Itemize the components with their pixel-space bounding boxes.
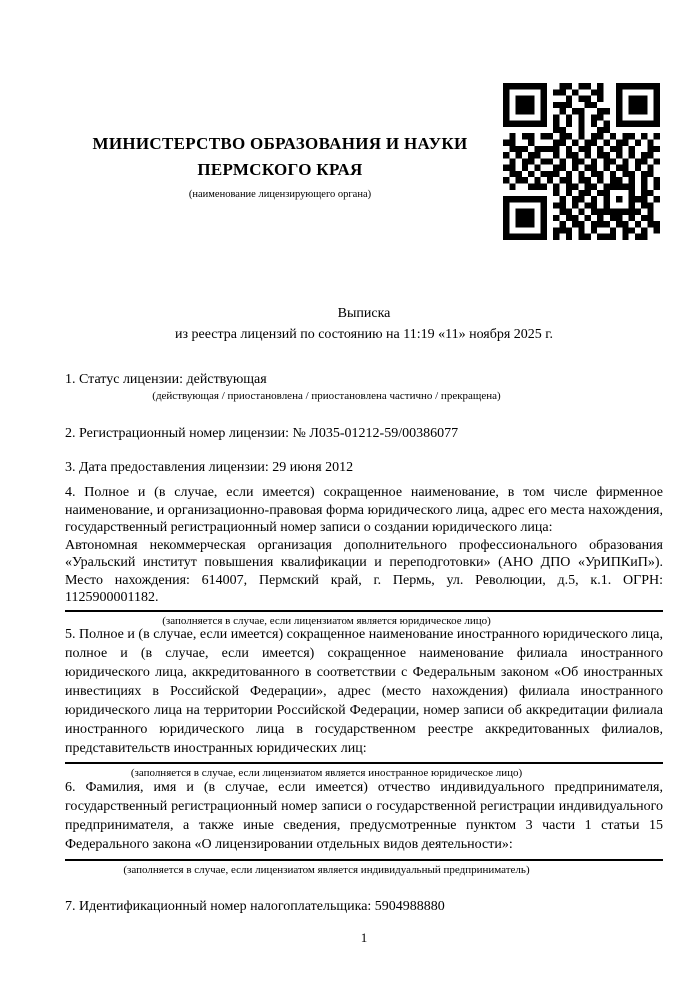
taxpayer-id-text: 7. Идентификационный номер налогоплательщика: 5904988880 bbox=[65, 899, 445, 914]
section-grant-date bbox=[65, 458, 663, 477]
fill-line bbox=[65, 859, 663, 861]
section-entrepreneur bbox=[65, 778, 663, 877]
ministry-name-line1: МИНИСТЕРСТВО ОБРАЗОВАНИЯ И НАУКИ bbox=[92, 134, 468, 153]
entrepreneur-label: 6. Фамилия, имя и (в случае, если имеется) отчество индивидуального предпринимателя, государственный регистрационный номер записи о государственной регистрации индивидуального предпринимателя, а также иные сведения, предусмотренные пунктом 3 части 1 статьи 15 Федерального закона «О лицензировании отдельных видов деятельности»: bbox=[65, 780, 663, 852]
licensing-authority-caption: (наименование лицензирующего органа) bbox=[188, 189, 372, 200]
fill-line bbox=[65, 610, 663, 612]
section-legal-entity bbox=[65, 484, 663, 628]
document-title-line1: Выписка bbox=[337, 306, 391, 321]
foreign-entity-label: 5. Полное и (в случае, если имеется) сокращенное наименование иностранного юридического лица, полное и (в случае, если имеется) сокращенное наименование филиала иностранного юридического лица, аккредитованного в соответствии с Федеральным законом «Об иностранных инвестициях в Российской Федерации», адрес (место нахождения) филиала иностранного юридического лица на территории Российской Федерации, номер записи об аккредитации филиала иностранного юридического лица в государственном реестре аккредитованных филиалов, представительств иностранных юридических лиц: bbox=[65, 627, 663, 756]
foreign-entity-caption: (заполняется в случае, если лицензиатом является иностранное юридическое лицо) bbox=[130, 767, 523, 779]
qr-code-icon bbox=[503, 83, 660, 240]
document-title-line2: из реестра лицензий по состоянию на 11:19 «11» ноября 2025 г. bbox=[175, 327, 553, 342]
legal-entity-value: Автономная некоммерческая организация дополнительного профессионального образования «Уральский институт повышения квалификации и переподготовки» (АНО ДПО «УрИПКиП»). Место нахождения: 614007, Пермский край, г. Пермь, ул. Революции, д.5, к.1. ОГРН: 1125900001182. bbox=[65, 537, 663, 605]
section-registration-number bbox=[65, 424, 663, 443]
document-title bbox=[65, 303, 663, 345]
license-status-options-caption: (действующая / приостановлена / приостановлена частично / прекращена) bbox=[152, 390, 501, 402]
page-number: 1 bbox=[360, 930, 368, 945]
ministry-name-line2: ПЕРМСКОГО КРАЯ bbox=[197, 160, 363, 179]
entrepreneur-caption: (заполняется в случае, если лицензиатом является индивидуальный предприниматель) bbox=[123, 864, 530, 876]
section-foreign-entity bbox=[65, 625, 663, 780]
legal-entity-caption: (заполняется в случае, если лицензиатом является юридическое лицо) bbox=[162, 614, 491, 627]
registration-number-text: 2. Регистрационный номер лицензии: № Л035-01212-59/00386077 bbox=[65, 426, 459, 441]
licensing-authority-header bbox=[65, 131, 495, 201]
grant-date-text: 3. Дата предоставления лицензии: 29 июня 2012 bbox=[65, 460, 354, 475]
section-license-status bbox=[65, 370, 663, 403]
fill-line bbox=[65, 762, 663, 764]
legal-entity-label: 4. Полное и (в случае, если имеется) сокращенное наименование, в том числе фирменное наименование, и организационно-правовая форма юридического лица, адрес его места нахождения, государственный регистрационный номер записи о создании юридического лица: bbox=[65, 485, 663, 535]
license-status-text: 1. Статус лицензии: действующая bbox=[65, 372, 267, 387]
section-taxpayer-id bbox=[65, 897, 663, 916]
